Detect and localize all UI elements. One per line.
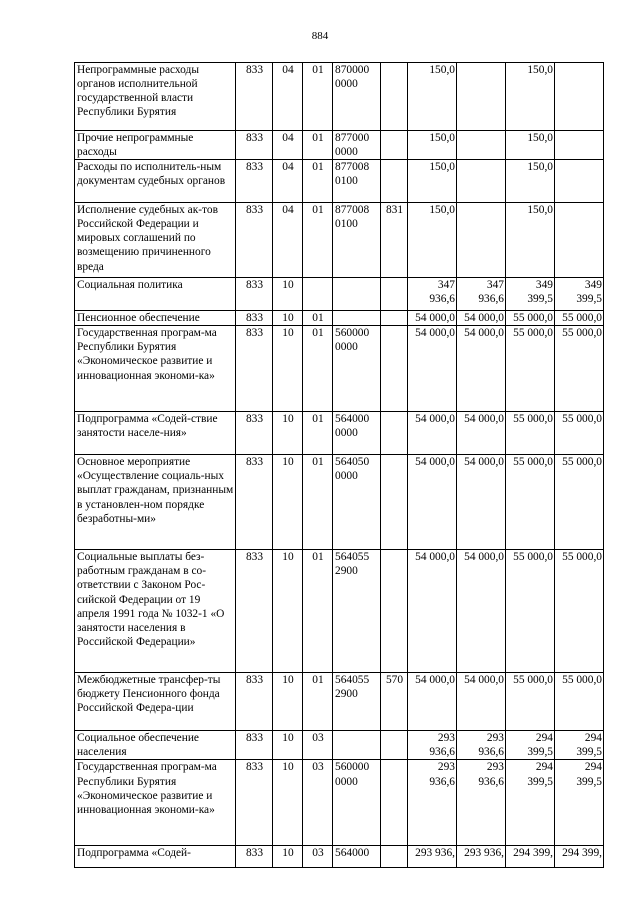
amount-cell: 55 000,0 — [555, 311, 604, 326]
expense-type — [381, 550, 408, 673]
ministry-code: 833 — [236, 760, 273, 846]
section-code: 10 — [273, 278, 303, 311]
subsection-code: 01 — [303, 131, 333, 160]
table-row — [75, 550, 604, 673]
target-article: 870000 0000 — [333, 63, 381, 131]
item-name: Социальная политика — [75, 278, 236, 311]
ministry-code: 833 — [236, 673, 273, 731]
amount-cell — [457, 131, 506, 160]
amount-cell — [555, 63, 604, 131]
amount-cell: 55 000,0 — [506, 412, 555, 455]
expense-type: 570 — [381, 673, 408, 731]
section-code: 10 — [273, 760, 303, 846]
table-row — [75, 131, 604, 160]
item-name: Непрограммные расходы органов исполнительной государственной власти Республики Бурятия — [75, 63, 236, 131]
section-code: 10 — [273, 455, 303, 550]
amount-cell: 55 000,0 — [506, 311, 555, 326]
target-article — [333, 278, 381, 311]
amount-cell: 294 399, — [506, 846, 555, 868]
amount-cell: 54 000,0 — [457, 326, 506, 412]
section-code: 10 — [273, 846, 303, 868]
amount-cell: 54 000,0 — [408, 455, 457, 550]
amount-cell — [555, 203, 604, 278]
amount-cell: 55 000,0 — [506, 455, 555, 550]
subsection-code: 01 — [303, 455, 333, 550]
amount-cell: 150,0 — [506, 203, 555, 278]
table-row — [75, 278, 604, 311]
expense-type — [381, 326, 408, 412]
ministry-code: 833 — [236, 550, 273, 673]
amount-cell: 55 000,0 — [555, 326, 604, 412]
target-article: 877000 0000 — [333, 131, 381, 160]
table-row — [75, 326, 604, 412]
subsection-code: 01 — [303, 412, 333, 455]
subsection-code: 01 — [303, 550, 333, 673]
expense-type: 831 — [381, 203, 408, 278]
target-article: 564055 2900 — [333, 673, 381, 731]
subsection-code: 01 — [303, 160, 333, 203]
subsection-code: 01 — [303, 673, 333, 731]
item-name: Подпрограмма «Содей- — [75, 846, 236, 868]
amount-cell: 54 000,0 — [408, 550, 457, 673]
section-code: 04 — [273, 63, 303, 131]
item-name: Социальные выплаты без-работным гражданам в со-ответствии с Законом Рос-сийской Федерации от 19 апреля 1991 года № 1032-1 «О занятости населения в Российской Федерации» — [75, 550, 236, 673]
amount-cell: 349 399,5 — [555, 278, 604, 311]
target-article — [333, 311, 381, 326]
target-article: 564055 2900 — [333, 550, 381, 673]
ministry-code: 833 — [236, 731, 273, 760]
amount-cell: 150,0 — [408, 203, 457, 278]
amount-cell: 347 936,6 — [408, 278, 457, 311]
item-name: Государственная програм-ма Республики Бурятия «Экономическое развитие и инновационная экономи-ка» — [75, 326, 236, 412]
section-code: 04 — [273, 160, 303, 203]
section-code: 10 — [273, 326, 303, 412]
amount-cell: 294 399, — [555, 846, 604, 868]
amount-cell: 294 399,5 — [555, 760, 604, 846]
subsection-code: 03 — [303, 760, 333, 846]
target-article: 877008 0100 — [333, 203, 381, 278]
subsection-code: 01 — [303, 203, 333, 278]
ministry-code: 833 — [236, 278, 273, 311]
target-article: 877008 0100 — [333, 160, 381, 203]
amount-cell: 55 000,0 — [555, 455, 604, 550]
amount-cell — [457, 63, 506, 131]
expense-type — [381, 846, 408, 868]
amount-cell: 55 000,0 — [555, 550, 604, 673]
amount-cell: 293 936, — [457, 846, 506, 868]
table-row — [75, 63, 604, 131]
amount-cell: 150,0 — [506, 63, 555, 131]
item-name: Пенсионное обеспечение — [75, 311, 236, 326]
amount-cell: 54 000,0 — [457, 673, 506, 731]
budget-table — [74, 62, 604, 868]
amount-cell: 55 000,0 — [555, 412, 604, 455]
section-code: 10 — [273, 731, 303, 760]
target-article: 564000 0000 — [333, 412, 381, 455]
ministry-code: 833 — [236, 326, 273, 412]
ministry-code: 833 — [236, 63, 273, 131]
amount-cell: 54 000,0 — [408, 412, 457, 455]
item-name: Социальное обеспечение населения — [75, 731, 236, 760]
subsection-code: 01 — [303, 63, 333, 131]
table-row — [75, 160, 604, 203]
table-row — [75, 203, 604, 278]
amount-cell — [555, 160, 604, 203]
target-article: 560000 0000 — [333, 760, 381, 846]
section-code: 10 — [273, 412, 303, 455]
item-name: Межбюджетные трансфер-ты бюджету Пенсионного фонда Российской Федера-ции — [75, 673, 236, 731]
amount-cell: 54 000,0 — [408, 673, 457, 731]
ministry-code: 833 — [236, 131, 273, 160]
amount-cell: 54 000,0 — [457, 412, 506, 455]
ministry-code: 833 — [236, 455, 273, 550]
amount-cell: 54 000,0 — [457, 455, 506, 550]
table-row — [75, 731, 604, 760]
table-body — [75, 63, 604, 868]
amount-cell: 150,0 — [408, 131, 457, 160]
amount-cell: 293 936,6 — [457, 760, 506, 846]
expense-type — [381, 311, 408, 326]
ministry-code: 833 — [236, 203, 273, 278]
expense-type — [381, 412, 408, 455]
expense-type — [381, 131, 408, 160]
amount-cell: 294 399,5 — [506, 731, 555, 760]
amount-cell: 55 000,0 — [506, 326, 555, 412]
item-name: Расходы по исполнитель-ным документам судебных органов — [75, 160, 236, 203]
amount-cell: 293 936,6 — [457, 731, 506, 760]
subsection-code: 01 — [303, 311, 333, 326]
subsection-code: 03 — [303, 846, 333, 868]
table-row — [75, 412, 604, 455]
subsection-code: 03 — [303, 731, 333, 760]
amount-cell: 150,0 — [506, 160, 555, 203]
section-code: 10 — [273, 311, 303, 326]
table-row — [75, 760, 604, 846]
section-code: 10 — [273, 673, 303, 731]
section-code: 10 — [273, 550, 303, 673]
target-article — [333, 731, 381, 760]
table-row — [75, 673, 604, 731]
amount-cell: 54 000,0 — [457, 311, 506, 326]
amount-cell — [457, 203, 506, 278]
page-number: 884 — [311, 30, 329, 42]
amount-cell: 55 000,0 — [506, 673, 555, 731]
ministry-code: 833 — [236, 412, 273, 455]
ministry-code: 833 — [236, 160, 273, 203]
item-name: Подпрограмма «Содей-ствие занятости населе-ния» — [75, 412, 236, 455]
section-code: 04 — [273, 131, 303, 160]
amount-cell: 293 936,6 — [408, 731, 457, 760]
amount-cell — [555, 131, 604, 160]
amount-cell: 150,0 — [506, 131, 555, 160]
expense-type — [381, 731, 408, 760]
amount-cell: 54 000,0 — [408, 311, 457, 326]
item-name: Государственная програм-ма Республики Бурятия «Экономическое развитие и инновационная экономи-ка» — [75, 760, 236, 846]
section-code: 04 — [273, 203, 303, 278]
amount-cell: 347 936,6 — [457, 278, 506, 311]
amount-cell: 150,0 — [408, 63, 457, 131]
table-row — [75, 846, 604, 868]
expense-type — [381, 278, 408, 311]
amount-cell: 150,0 — [408, 160, 457, 203]
amount-cell: 54 000,0 — [457, 550, 506, 673]
item-name: Прочие непрограммные расходы — [75, 131, 236, 160]
subsection-code — [303, 278, 333, 311]
target-article: 564000 — [333, 846, 381, 868]
target-article: 564050 0000 — [333, 455, 381, 550]
target-article: 560000 0000 — [333, 326, 381, 412]
item-name: Основное мероприятие «Осуществление социаль-ных выплат гражданам, признанным в установлен-ном порядке безработны-ми» — [75, 455, 236, 550]
subsection-code: 01 — [303, 326, 333, 412]
amount-cell: 294 399,5 — [555, 731, 604, 760]
amount-cell: 294 399,5 — [506, 760, 555, 846]
table-row — [75, 311, 604, 326]
amount-cell: 349 399,5 — [506, 278, 555, 311]
expense-type — [381, 63, 408, 131]
ministry-code: 833 — [236, 846, 273, 868]
item-name: Исполнение судебных ак-тов Российской Федерации и мировых соглашений по возмещению причиненного вреда — [75, 203, 236, 278]
amount-cell: 55 000,0 — [506, 550, 555, 673]
expense-type — [381, 455, 408, 550]
amount-cell: 54 000,0 — [408, 326, 457, 412]
amount-cell: 55 000,0 — [555, 673, 604, 731]
ministry-code: 833 — [236, 311, 273, 326]
amount-cell — [457, 160, 506, 203]
table-row — [75, 455, 604, 550]
expense-type — [381, 160, 408, 203]
expense-type — [381, 760, 408, 846]
amount-cell: 293 936,6 — [408, 760, 457, 846]
amount-cell: 293 936, — [408, 846, 457, 868]
